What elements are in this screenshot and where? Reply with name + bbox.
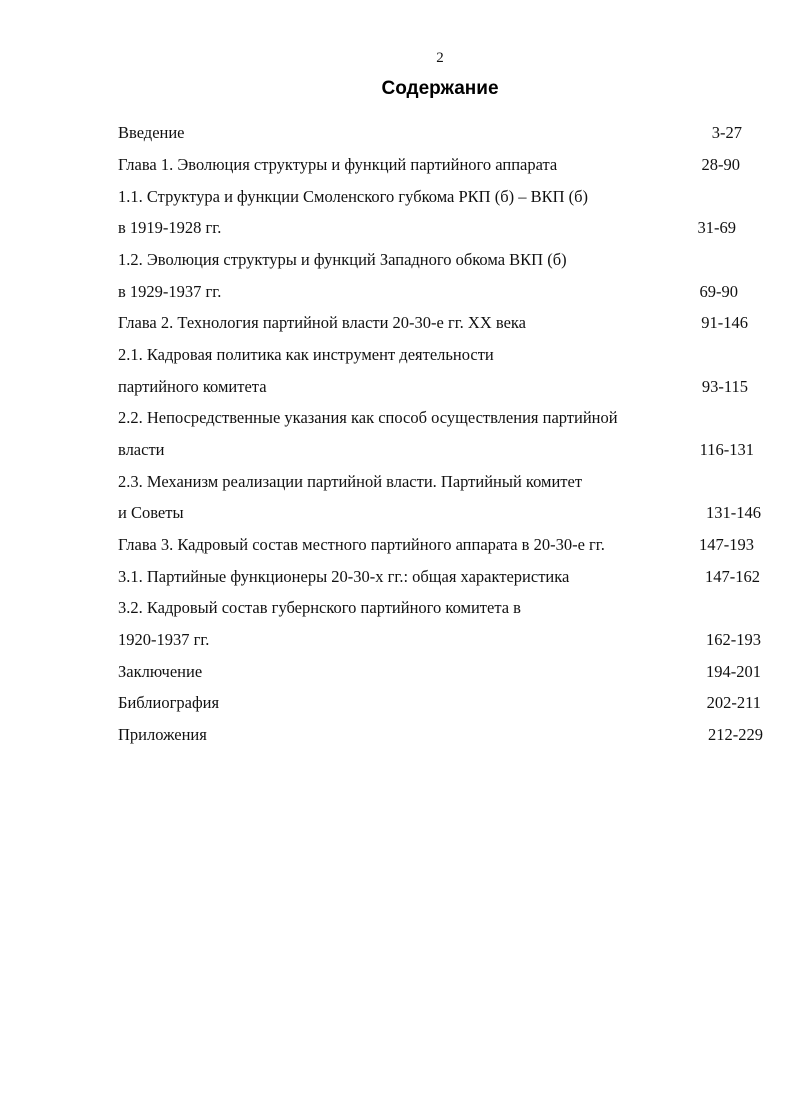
toc-entry-section-2-1-cont: партийного комитета [118, 377, 267, 396]
toc-page-bibliography: 202-211 [706, 693, 761, 712]
toc-entry-section-1-1: 1.1. Структура и функции Смоленского губкома РКП (б) – ВКП (б) [118, 187, 589, 206]
toc-page-chapter-2: 91-146 [701, 313, 748, 332]
toc-page-appendix: 212-229 [708, 725, 763, 744]
toc-page-chapter-1: 28-90 [701, 155, 740, 174]
toc-entry-section-1-2-cont: в 1929-1937 гг. [118, 282, 222, 301]
toc-page-section-2-3: 131-146 [706, 503, 761, 522]
toc-page-section-3-1: 147-162 [705, 567, 760, 586]
toc-page-section-3-2: 162-193 [706, 630, 761, 649]
toc-entry-section-3-2-cont: 1920-1937 гг. [118, 630, 210, 649]
toc-page-section-2-2: 116-131 [699, 440, 754, 459]
toc-page-section-1-1: 31-69 [697, 218, 736, 237]
page-title: Содержание [381, 78, 499, 99]
toc-entry-bibliography: Библиография [118, 693, 220, 712]
toc-page-section-1-2: 69-90 [699, 282, 738, 301]
toc-entry-section-2-2-cont: власти [118, 440, 165, 459]
toc-page-section-2-1: 93-115 [701, 377, 748, 396]
toc-entry-chapter-3: Глава 3. Кадровый состав местного партийного аппарата в 20-30-е гг. [118, 535, 605, 554]
toc-entry-chapter-2: Глава 2. Технология партийной власти 20-30-е гг. XX века [118, 313, 526, 332]
toc-entry-section-1-1-cont: в 1919-1928 гг. [118, 218, 222, 237]
toc-entry-section-3-1: 3.1. Партийные функционеры 20-30-х гг.: общая характеристика [118, 567, 570, 586]
toc-entry-section-1-2: 1.2. Эволюция структуры и функций Западного обкома ВКП (б) [118, 250, 567, 269]
toc-entry-section-2-1: 2.1. Кадровая политика как инструмент деятельности [118, 345, 494, 364]
toc-entry-section-2-3-cont: и Советы [118, 503, 184, 522]
toc-entry-section-3-2: 3.2. Кадровый состав губернского партийного комитета в [118, 598, 521, 617]
toc-page-conclusion: 194-201 [706, 662, 761, 681]
page-number: 2 [436, 50, 444, 66]
toc-entry-intro: Введение [118, 123, 185, 142]
toc-entry-appendix: Приложения [118, 725, 207, 744]
toc-page-chapter-3: 147-193 [699, 535, 754, 554]
toc-entry-section-2-3: 2.3. Механизм реализации партийной власти. Партийный комитет [118, 472, 583, 491]
toc-entry-section-2-2: 2.2. Непосредственные указания как способ осуществления партийной [118, 408, 618, 427]
toc-page-intro: 3-27 [711, 123, 742, 142]
toc-entry-chapter-1: Глава 1. Эволюция структуры и функций партийного аппарата [118, 155, 558, 174]
toc-entry-conclusion: Заключение [118, 662, 203, 681]
